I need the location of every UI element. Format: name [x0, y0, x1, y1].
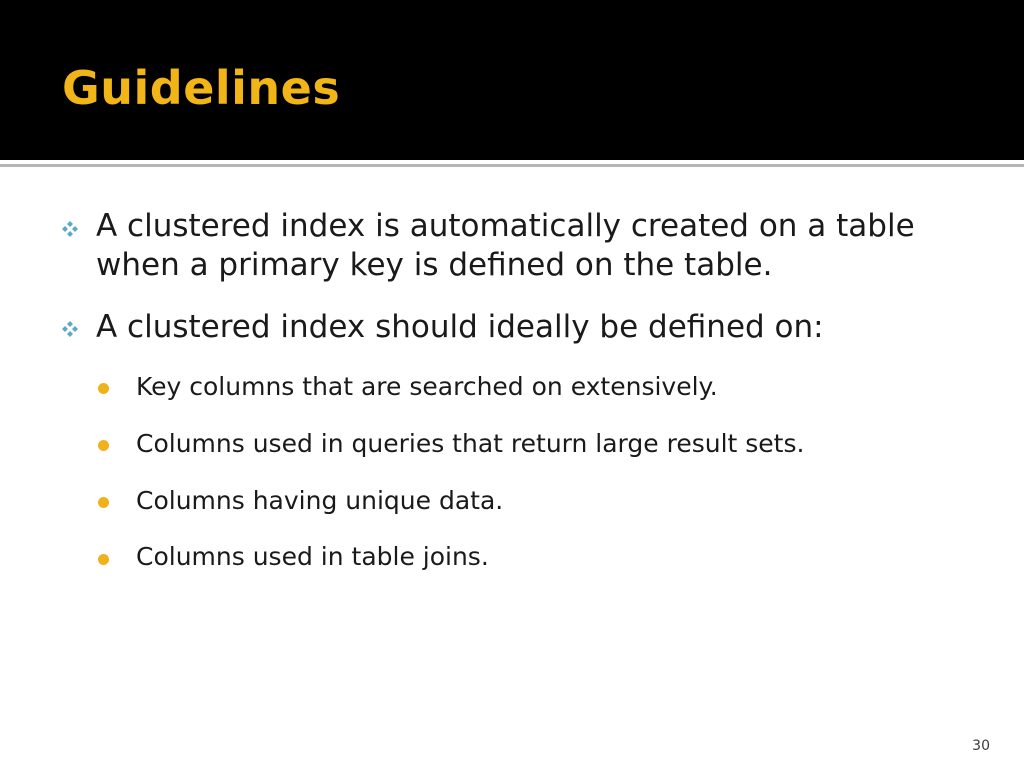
- four-diamond-bullet-icon: [60, 319, 80, 339]
- round-dot-bullet-icon: [98, 440, 109, 451]
- page-number: 30: [972, 738, 990, 754]
- sub-bullet-unique-data: Columns having unique data.: [136, 486, 504, 515]
- four-diamond-bullet-icon: [60, 219, 80, 239]
- sub-bullet-table-joins: Columns used in table joins.: [136, 542, 489, 571]
- sub-bullet-large-result-sets: Columns used in queries that return large result sets.: [136, 429, 805, 458]
- round-dot-bullet-icon: [98, 497, 109, 508]
- sub-bullet-key-columns: Key columns that are searched on extensively.: [136, 372, 718, 401]
- bullet-text-clustered-index-auto: A clustered index is automatically created on a table when a primary key is defined on the table.: [96, 208, 915, 283]
- round-dot-bullet-icon: [98, 554, 109, 565]
- bullet-text-clustered-index-defined-on: A clustered index should ideally be defined on:: [96, 309, 824, 345]
- slide-title: Guidelines: [62, 61, 341, 115]
- round-dot-bullet-icon: [98, 383, 109, 394]
